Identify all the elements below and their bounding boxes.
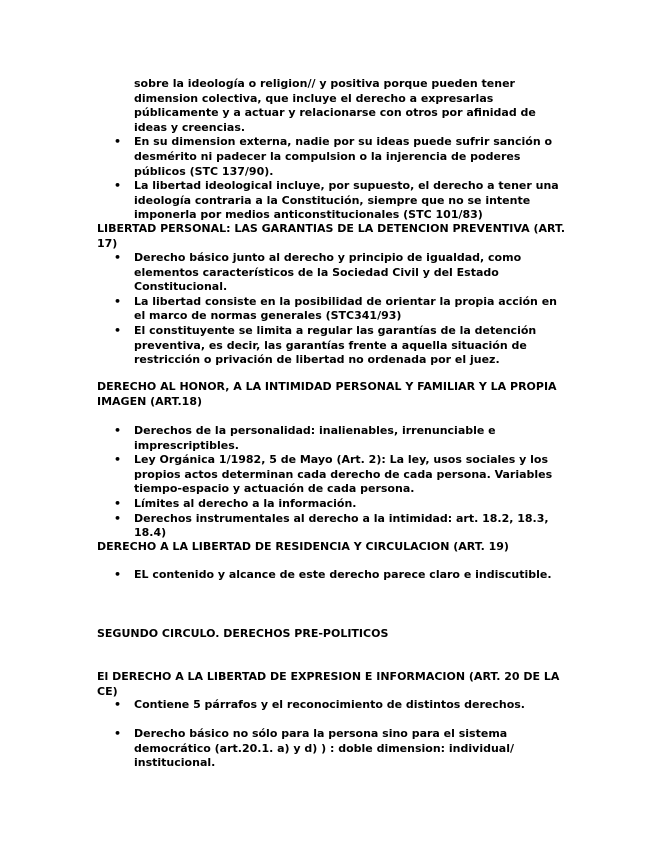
bullet-icon: • [114, 698, 122, 711]
list-item [0, 179, 655, 223]
bullet-icon: • [114, 251, 122, 264]
list-item-continuation [0, 77, 655, 135]
list-item-text: EL contenido y alcance de este derecho parece claro e indiscutible. [134, 568, 552, 581]
section-list-art20-b [0, 727, 655, 771]
bullet-icon: • [114, 568, 122, 581]
bullet-icon: • [114, 727, 122, 740]
list-item-text: Derecho básico no sólo para la persona sino para el sistema democrático (art.20.1. a) y d) ) : doble dimension: individual/ institucional. [134, 727, 515, 770]
section-list-art19 [0, 568, 655, 583]
list-item [0, 698, 655, 713]
list-item-text: Contiene 5 párrafos y el reconocimiento de distintos derechos. [134, 698, 525, 711]
section-heading-art19: DERECHO A LA LIBERTAD DE RESIDENCIA Y CIRCULACION (ART. 19) [97, 540, 509, 553]
bullet-icon: • [114, 179, 122, 193]
list-item [0, 295, 655, 324]
bullet-icon: • [114, 294, 122, 308]
list-item [0, 568, 655, 583]
section-list-art17 [0, 251, 655, 368]
list-item-text: El constituyente se limita a regular las garantías de la detención preventiva, es decir, las garantías frente a aquella situación de restricción o privación de libertad no ordenada por el juez. [134, 323, 537, 367]
list-item [0, 135, 655, 179]
section-heading-art17: LIBERTAD PERSONAL: LAS GARANTIAS DE LA DETENCION PREVENTIVA (ART. 17) [97, 222, 566, 250]
bullet-icon: • [114, 424, 122, 437]
list-item [0, 424, 655, 453]
list-item-text: Derechos instrumentales al derecho a la intimidad: art. 18.2, 18.3, 18.4) [134, 511, 549, 540]
section-list-art18 [0, 424, 655, 541]
list-item-text: La libertad ideological incluye, por supuesto, el derecho a tener una ideología contraria a la Constitución, siempre que no se intente imponerla por medios anticonstitucionales (STC 101/83) [134, 179, 559, 222]
list-item-text: Ley Orgánica 1/1982, 5 de Mayo (Art. 2): La ley, usos sociales y los propios actos determinan cada derecho de cada persona. Variables tiempo-espacio y actuación de cada persona. [134, 453, 553, 496]
section-list-art20 [0, 698, 655, 713]
list-item-text: Derecho básico junto al derecho y principio de igualdad, como elementos característicos de la Sociedad Civil y del Estado Constitucional. [134, 251, 522, 294]
section-heading-art20: El DERECHO A LA LIBERTAD DE EXPRESION E INFORMACION (ART. 20 DE LA CE) [97, 670, 560, 698]
bullet-icon: • [114, 496, 122, 510]
bullet-icon: • [114, 453, 122, 467]
bullet-icon: • [114, 135, 122, 149]
list-item-text: sobre la ideología o religion// y positiva porque pueden tener dimension colectiva, que incluye el derecho a expresarlas públicamente y a actuar y relacionarse con otros por afinidad de ideas y creencias. [134, 77, 536, 134]
list-item-text: Límites al derecho a la información. [134, 496, 357, 510]
list-item-text: La libertad consiste en la posibilidad de orientar la propia acción en el marco de normas generales (STC341/93) [134, 294, 558, 323]
intro-list [0, 77, 655, 223]
list-item-text: En su dimension externa, nadie por su ideas puede sufrir sanción o desmérito ni padecer la compulsion o la injerencia de poderes públicos (STC 137/90). [134, 135, 553, 178]
bullet-icon: • [114, 511, 122, 525]
list-item [0, 497, 655, 512]
list-item [0, 324, 655, 368]
section-heading-segundo-circulo: SEGUNDO CIRCULO. DERECHOS PRE-POLITICOS [97, 627, 389, 640]
bullet-icon: • [114, 323, 122, 337]
list-item [0, 512, 655, 541]
list-item [0, 453, 655, 497]
list-item-text: Derechos de la personalidad: inalienables, irrenunciable e imprescriptibles. [134, 424, 496, 452]
list-item [0, 727, 655, 771]
section-heading-art18: DERECHO AL HONOR, A LA INTIMIDAD PERSONAL Y FAMILIAR Y LA PROPIA IMAGEN (ART.18) [97, 380, 557, 408]
list-item [0, 251, 655, 295]
